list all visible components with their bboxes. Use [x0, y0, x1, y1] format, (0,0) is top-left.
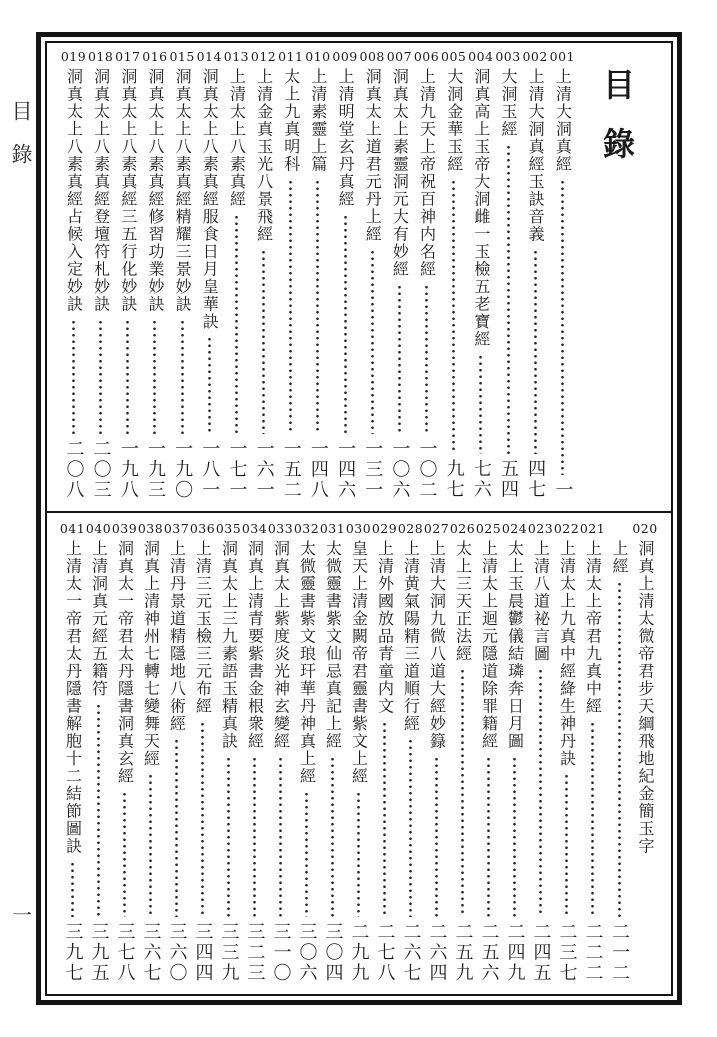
- entry-title: 洞真太上八素真經三五行化妙訣: [118, 67, 138, 313]
- entry-title: 洞真太上八素真經占候入定妙訣: [64, 67, 84, 313]
- entry-number: 013: [223, 49, 250, 64]
- toc-entry: [190, 521, 215, 985]
- dotted-leader: [618, 581, 621, 917]
- toc-entry: [304, 49, 331, 502]
- toc-entry: [346, 521, 371, 985]
- toc-entry: [164, 521, 189, 985]
- dotted-leader: [383, 721, 386, 917]
- entry-number: 020: [632, 521, 658, 536]
- entry-number: 040: [86, 521, 111, 536]
- page-title-block: [576, 49, 658, 502]
- entry-title: 大洞玉經: [499, 67, 518, 138]
- entry-number: 018: [87, 49, 114, 64]
- toc-entry-wrapped: [606, 521, 658, 985]
- entry-number: 037: [164, 521, 189, 536]
- dotted-leader: [561, 179, 564, 475]
- entry-page-number: 二六四: [426, 921, 448, 983]
- entry-title-continuation: 上經: [610, 540, 629, 575]
- dotted-leader: [149, 773, 152, 916]
- entry-number: 012: [250, 49, 277, 64]
- dotted-leader: [534, 249, 537, 454]
- dotted-leader: [97, 703, 100, 916]
- entry-title: 上清明堂玄丹真經: [336, 67, 356, 208]
- entry-number: 032: [294, 521, 319, 536]
- entry-number: 028: [398, 521, 423, 536]
- dotted-leader: [153, 319, 156, 434]
- dotted-leader: [208, 336, 211, 433]
- entry-page-number: 一五二: [280, 438, 302, 500]
- toc-entry: [60, 521, 85, 985]
- toc-entry: [169, 49, 196, 502]
- dotted-leader: [565, 773, 568, 916]
- entry-number: 022: [554, 521, 579, 536]
- entry-title: 上清洞真元經五籍符: [89, 539, 109, 698]
- entry-number: 010: [305, 49, 331, 64]
- toc-entry: [502, 521, 527, 985]
- entry-title: 洞真太上八素真經登壇符札妙訣: [91, 67, 111, 313]
- inner-frame: [45, 41, 673, 996]
- dotted-leader: [201, 721, 204, 917]
- dotted-leader: [289, 179, 292, 434]
- toc-entry: [268, 521, 293, 985]
- entry-number: 039: [112, 521, 137, 536]
- entry-number: 008: [359, 49, 385, 64]
- entry-title: 上清太上迴元隱道除罪籍經: [479, 539, 499, 750]
- entry-page-number: 一四八: [307, 438, 329, 500]
- entry-number: 041: [60, 521, 85, 536]
- entry-number: 024: [502, 521, 527, 536]
- entry-page-number: 一: [552, 479, 574, 500]
- entry-title: 太微靈書紫文仙忌真記上經: [323, 539, 343, 750]
- toc-entry: [86, 521, 111, 985]
- entry-title: 上清外國放品青童内文: [375, 539, 395, 715]
- entry-title: 上清太上八素真經: [227, 67, 247, 208]
- entry-number: 011: [278, 49, 304, 64]
- toc-entry: [476, 521, 501, 985]
- entry-number: 003: [495, 49, 521, 64]
- folio-number: 一: [12, 903, 32, 927]
- entry-number: 033: [268, 521, 293, 536]
- dotted-leader: [99, 319, 102, 434]
- entry-title: 大洞金華玉經: [444, 67, 464, 173]
- entry-title: 洞真太上素靈洞元大有妙經: [390, 67, 410, 278]
- toc-entry: [450, 521, 475, 985]
- entry-title: 上清九天上帝祝百神内名經: [417, 67, 437, 278]
- entry-title-column: [632, 521, 658, 985]
- entry-title: 上清八道祕言圖: [531, 539, 551, 663]
- toc-entry: [332, 49, 359, 502]
- entry-number: 035: [216, 521, 241, 536]
- toc-entry: [372, 521, 397, 985]
- entry-title: 上清太一帝君太丹隱書解胞十二結節圖訣: [63, 539, 83, 855]
- entry-title: 上清大洞真經: [553, 67, 573, 173]
- toc-entry: [60, 49, 87, 502]
- entry-title: 洞真太一帝君太丹隱書洞真玄經: [115, 539, 135, 785]
- dotted-leader: [425, 284, 428, 434]
- dotted-leader: [591, 721, 594, 917]
- entry-page-number: 一〇二: [416, 438, 438, 500]
- entry-title: 上清大洞真經玉訣音義: [526, 67, 546, 243]
- entry-number: 021: [580, 521, 605, 536]
- toc-entry: [495, 49, 522, 502]
- entry-title: 洞真上清神州七轉七變舞天經: [141, 539, 161, 768]
- dotted-leader: [262, 249, 265, 434]
- entry-number: 027: [424, 521, 449, 536]
- entry-title: 洞真太上道君元丹上經: [363, 67, 383, 243]
- margin-label: 目錄: [9, 100, 33, 186]
- entry-number: 017: [115, 49, 141, 64]
- dotted-leader: [398, 284, 401, 434]
- entry-number: 006: [413, 49, 440, 64]
- dotted-leader: [331, 756, 334, 917]
- entry-title: 太上三天正法經: [453, 539, 473, 663]
- entry-page-number: 三三九: [218, 921, 240, 983]
- entry-page-number: 二〇三: [90, 438, 112, 500]
- dotted-leader: [181, 319, 184, 434]
- toc-entry: [440, 49, 467, 502]
- entry-page-number: 二五六: [478, 921, 500, 983]
- entry-page-number: 一九〇: [172, 438, 194, 500]
- toc-entry: [467, 49, 494, 502]
- entry-title: 太微靈書紫文琅玕華丹神真上經: [297, 539, 317, 785]
- entry-page-number: 二四五: [530, 921, 552, 983]
- entry-title: 上清太上帝君九真中經: [583, 539, 603, 715]
- entry-number: 030: [346, 521, 371, 536]
- entry-page-number: 三六〇: [166, 921, 188, 983]
- dotted-leader: [253, 756, 256, 917]
- entry-title: 皇天上清金闕帝君靈書紫文上經: [349, 539, 369, 785]
- entry-number: 016: [142, 49, 168, 64]
- page-title: 目錄: [597, 68, 636, 186]
- entry-title: 洞真太上三九素語玉精真訣: [219, 539, 239, 750]
- entry-page-number: 二五九: [452, 921, 474, 983]
- toc-section-upper: [47, 43, 671, 513]
- toc-entry: [359, 49, 386, 502]
- toc-entry: [141, 49, 168, 502]
- entry-page-number: 九七: [443, 459, 465, 500]
- entry-page-number: 二九九: [348, 921, 370, 983]
- entry-page-number: 三〇六: [296, 921, 318, 983]
- toc-entry: [528, 521, 553, 985]
- entry-number: 031: [320, 521, 345, 536]
- toc-entry: [554, 521, 579, 985]
- dotted-leader: [452, 179, 455, 454]
- toc-entry: [223, 49, 250, 502]
- dotted-leader: [513, 756, 516, 917]
- toc-entry: [87, 49, 114, 502]
- toc-entry: [250, 49, 277, 502]
- entry-number: 004: [468, 49, 494, 64]
- entry-title: 洞真上清青要紫書金根衆經: [245, 539, 265, 750]
- entry-title: 上清金真玉光八景飛經: [254, 67, 274, 243]
- entry-page-number: 一九三: [144, 438, 166, 500]
- entry-number: 001: [549, 49, 575, 64]
- entry-number: 019: [60, 49, 87, 64]
- entry-title: 上清黄氣陽精三道順行經: [401, 539, 421, 733]
- entry-page-number: 三〇四: [322, 921, 344, 983]
- dotted-leader: [344, 214, 347, 434]
- toc-entry: [580, 521, 605, 985]
- toc-entry: [216, 521, 241, 985]
- entry-page-number: 二一二: [609, 921, 630, 983]
- entry-title: 太上九真明科: [281, 67, 301, 173]
- entry-page-number: 三二三: [244, 921, 266, 983]
- toc-entry: [398, 521, 423, 985]
- toc-section-lower: [47, 513, 671, 994]
- dotted-leader: [279, 756, 282, 917]
- entry-title: 上清丹景道精隱地八術經: [167, 539, 187, 733]
- toc-entry: [549, 49, 576, 502]
- entry-number: 026: [450, 521, 475, 536]
- entry-title: 上清大洞九微八道大經妙籙: [427, 539, 447, 750]
- dotted-leader: [235, 214, 238, 434]
- entry-title: 太上玉晨鬱儀結璘奔日月圖: [505, 539, 525, 750]
- entry-page-number: 二三七: [556, 921, 578, 983]
- dotted-leader: [71, 861, 74, 917]
- entry-title: 洞真上清太微帝君步天綱飛地紀金簡玉字: [636, 539, 655, 855]
- entry-page-number: 三一〇: [270, 921, 292, 983]
- entry-number: 002: [522, 49, 548, 64]
- entry-page-number: 一八一: [199, 438, 221, 500]
- entry-page-number: 二〇八: [63, 438, 85, 500]
- entry-number: 023: [528, 521, 553, 536]
- toc-entry: [196, 49, 223, 502]
- entry-number: 036: [190, 521, 215, 536]
- dotted-leader: [507, 144, 510, 454]
- dotted-leader: [461, 668, 464, 916]
- entry-number: 025: [476, 521, 501, 536]
- entry-page-number: 七六: [470, 459, 492, 500]
- entry-page-number: 三九五: [88, 921, 110, 983]
- entry-title: 上清三元玉檢三元布經: [193, 539, 213, 715]
- dotted-leader: [487, 756, 490, 917]
- entry-page-number: 一〇六: [389, 438, 411, 500]
- entry-page-number: 二六七: [400, 921, 422, 983]
- entry-page-number: 三四四: [192, 921, 214, 983]
- toc-entry: [320, 521, 345, 985]
- toc-entry: [294, 521, 319, 985]
- dotted-leader: [435, 756, 438, 917]
- toc-entry: [138, 521, 163, 985]
- toc-entry: [242, 521, 267, 985]
- entry-continuation-column: [606, 521, 632, 985]
- entry-page-number: 二七八: [374, 921, 396, 983]
- entry-number: 007: [386, 49, 413, 64]
- entry-title: 上清素靈上篇: [308, 67, 328, 173]
- dotted-leader: [305, 791, 308, 917]
- entry-page-number: 四七: [525, 459, 547, 500]
- toc-entry: [522, 49, 549, 502]
- dotted-leader: [409, 738, 412, 916]
- entry-page-number: 一六一: [253, 438, 275, 500]
- entry-title: 洞真高上玉帝大洞雌一玉檢五老寶經: [471, 67, 491, 348]
- entry-number: 009: [332, 49, 358, 64]
- toc-entry: [386, 49, 413, 502]
- dotted-leader: [316, 179, 319, 434]
- entry-title: 洞真太上八素真經修習功業妙訣: [145, 67, 165, 313]
- toc-entry: [413, 49, 440, 502]
- toc-entry: [277, 49, 304, 502]
- entry-number: 029: [372, 521, 397, 536]
- entry-page-number: 三六七: [140, 921, 162, 983]
- dotted-leader: [539, 668, 542, 916]
- page-frame: [36, 32, 682, 1005]
- entry-page-number: 一四六: [335, 438, 357, 500]
- entry-number: 015: [169, 49, 195, 64]
- entry-number: 014: [196, 49, 222, 64]
- entry-number: 038: [138, 521, 163, 536]
- entry-number: 005: [441, 49, 467, 64]
- entry-title: 上清太上九真中經絳生神丹訣: [557, 539, 577, 768]
- dotted-leader: [175, 738, 178, 916]
- dotted-leader: [72, 319, 75, 434]
- dotted-leader: [123, 791, 126, 917]
- toc-entry: [424, 521, 449, 985]
- toc-entry: [112, 521, 137, 985]
- entry-page-number: 一九八: [117, 438, 139, 500]
- dotted-leader: [126, 319, 129, 434]
- entry-page-number: 三七八: [114, 921, 136, 983]
- entry-page-number: 一三一: [362, 438, 384, 500]
- entry-page-number: 二二二: [582, 921, 604, 983]
- entry-page-number: 二四九: [504, 921, 526, 983]
- toc-entry: [114, 49, 141, 502]
- entry-title: 洞真太上八素真經精耀三景妙訣: [173, 67, 193, 313]
- dotted-leader: [227, 756, 230, 917]
- entry-page-number: 三九七: [62, 921, 84, 983]
- entry-number: 034: [242, 521, 267, 536]
- entry-page-number: 一七一: [226, 438, 248, 500]
- dotted-leader: [479, 354, 482, 454]
- dotted-leader: [357, 791, 360, 917]
- dotted-leader: [371, 249, 374, 434]
- entry-title: 洞真太上八素真經服食日月皇華訣: [200, 67, 220, 331]
- entry-page-number: 五四: [498, 459, 519, 500]
- entry-title: 洞真太上紫度炎光神玄變經: [271, 539, 291, 750]
